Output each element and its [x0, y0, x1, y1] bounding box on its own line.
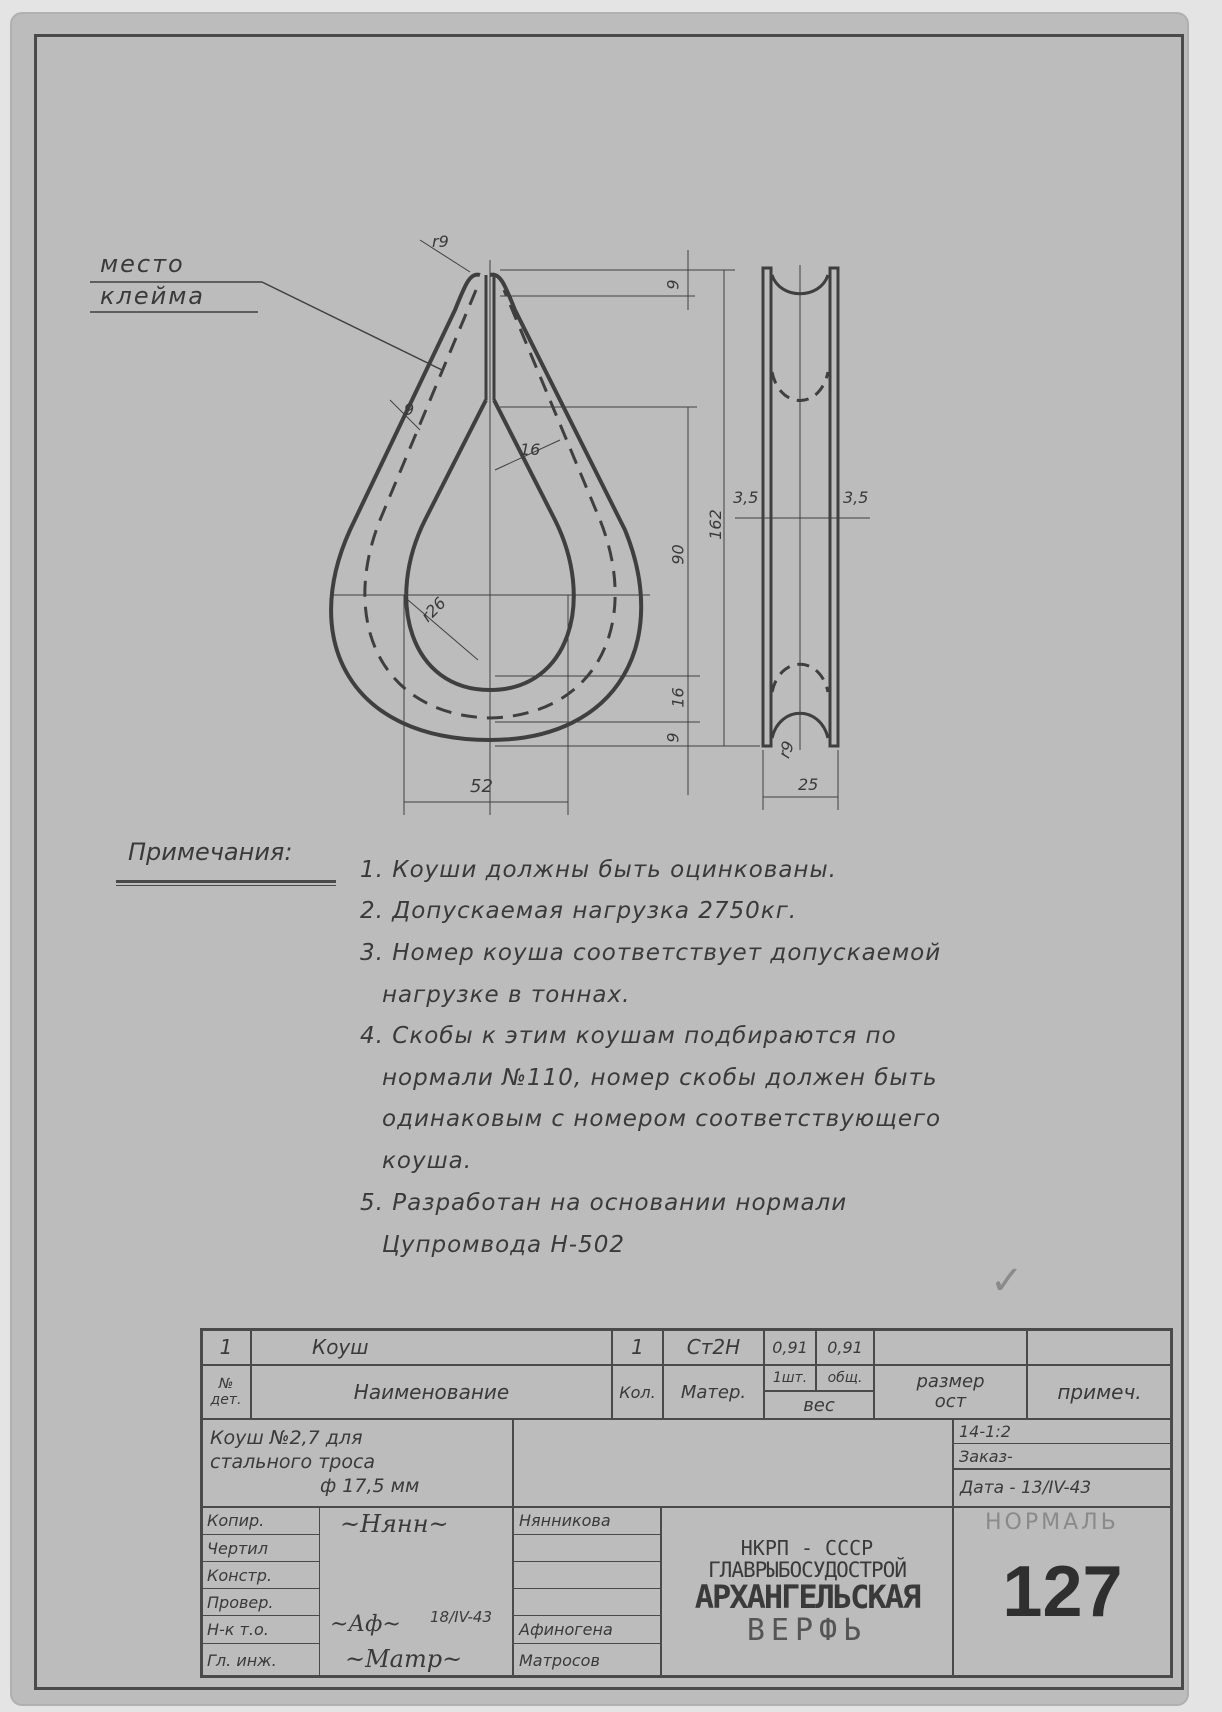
signature-chief-engineer: ~Матр~ — [345, 1645, 463, 1673]
part-title-line3: ф 17,5 мм — [320, 1474, 420, 1497]
callout-line2: клейма — [100, 282, 206, 310]
header-note: примеч. — [1026, 1364, 1173, 1420]
note-3-cont: нагрузке в тоннах. — [382, 982, 631, 1008]
dim-top-radius: r9 — [432, 232, 449, 251]
date: Дата - 13/IV-43 — [952, 1468, 1173, 1508]
header-material: Матер. — [662, 1364, 765, 1420]
signature-copier: ~Нянн~ — [340, 1510, 449, 1538]
part-weight-each: 0,91 — [763, 1328, 817, 1366]
note-4: 4. Скобы к этим коушам подбираются по — [360, 1023, 897, 1049]
dim-side-radius: r9 — [774, 738, 799, 761]
part-weight-total: 0,91 — [815, 1328, 875, 1366]
header-name: Наименование — [250, 1364, 613, 1420]
part-qty: 1 — [611, 1328, 664, 1366]
role-label: Копир. — [200, 1506, 320, 1535]
dim-bottom-9: 9 — [663, 732, 683, 743]
role-label: Чертил — [200, 1534, 320, 1562]
check-mark: ✓ — [990, 1258, 1024, 1304]
dim-wall-left: 9 — [404, 400, 415, 419]
header-qty: Кол. — [611, 1364, 664, 1420]
part-no: 1 — [200, 1328, 252, 1366]
note-4-cont-1: нормали №110, номер скобы должен быть — [382, 1065, 938, 1091]
dim-bottom-16: 16 — [668, 687, 688, 708]
role-name — [512, 1534, 662, 1562]
note-1: 1. Коуши должны быть оцинкованы. — [360, 857, 837, 883]
org-line1: НКРП - СССР — [740, 1535, 874, 1560]
part-title-line2: стального троса — [210, 1451, 376, 1474]
sheet-number: 127 — [1002, 1552, 1123, 1632]
organization-block — [660, 1506, 954, 1678]
dim-height-inner: 90 — [668, 544, 688, 565]
part-title — [200, 1418, 514, 1508]
part-material: Ст2Н — [662, 1328, 765, 1366]
part-title-line1: Коуш №2,7 для — [210, 1427, 363, 1450]
scale: 14-1:2 — [952, 1418, 1173, 1444]
role-name: Нянникова — [512, 1506, 662, 1535]
header-weight: вес — [763, 1390, 875, 1420]
note-4-cont-2: одинаковым с номером соответствующего — [382, 1106, 942, 1132]
callout-line1: место — [100, 250, 185, 278]
dim-wall-inner: 16 — [520, 440, 541, 459]
header-weight-each: 1шт. — [763, 1364, 817, 1392]
stamp-normal: НОРМАЛЬ — [985, 1510, 1119, 1535]
note-4-cont-3: коуша. — [382, 1148, 473, 1174]
org-line4: ВЕРФЬ — [746, 1612, 868, 1648]
role-name: Афиногена — [512, 1615, 662, 1644]
notes-title-underline-2 — [116, 885, 336, 886]
header-size-line1: размер — [916, 1371, 985, 1393]
signature-head-to: ~Аф~ — [330, 1612, 401, 1637]
role-label: Н-к т.о. — [200, 1615, 320, 1644]
signature-date: 18/IV-43 — [430, 1608, 493, 1626]
role-label: Провер. — [200, 1588, 320, 1616]
role-name — [512, 1588, 662, 1616]
dim-width-inner: 52 — [470, 776, 493, 797]
dim-top-gap: 9 — [663, 279, 683, 290]
part-size — [873, 1328, 1028, 1366]
blank-cell — [512, 1418, 954, 1508]
note-5: 5. Разработан на основании нормали — [360, 1190, 848, 1216]
header-no: № дет. — [200, 1364, 252, 1420]
notes-title-underline — [116, 880, 336, 883]
role-name: Матросов — [512, 1643, 662, 1678]
dim-height-total: 162 — [705, 509, 725, 540]
dim-side-right: 3,5 — [843, 488, 869, 507]
note-2: 2. Допускаемая нагрузка 2750кг. — [360, 898, 798, 924]
part-note — [1026, 1328, 1173, 1366]
role-label: Гл. инж. — [200, 1643, 320, 1678]
dim-side-left: 3,5 — [733, 488, 759, 507]
role-label: Констр. — [200, 1561, 320, 1589]
notes-title: Примечания: — [128, 838, 293, 866]
org-line2: ГЛАВРЫБОСУДОСТРОЙ — [708, 1557, 906, 1582]
part-name: Коуш — [250, 1328, 613, 1366]
role-name — [512, 1561, 662, 1589]
note-5-cont: Цупромвода Н-502 — [382, 1232, 625, 1258]
dim-side-width: 25 — [798, 775, 819, 794]
order: Заказ- — [952, 1443, 1173, 1469]
note-3: 3. Номер коуша соответствует допускаемой — [360, 940, 942, 966]
header-weight-total: общ. — [815, 1364, 875, 1392]
header-size — [873, 1364, 1028, 1420]
dim-inner-radius: r26 — [417, 593, 450, 626]
org-line3: АРХАНГЕЛЬСКАЯ — [694, 1577, 920, 1616]
header-size-line2: ост — [934, 1391, 967, 1412]
